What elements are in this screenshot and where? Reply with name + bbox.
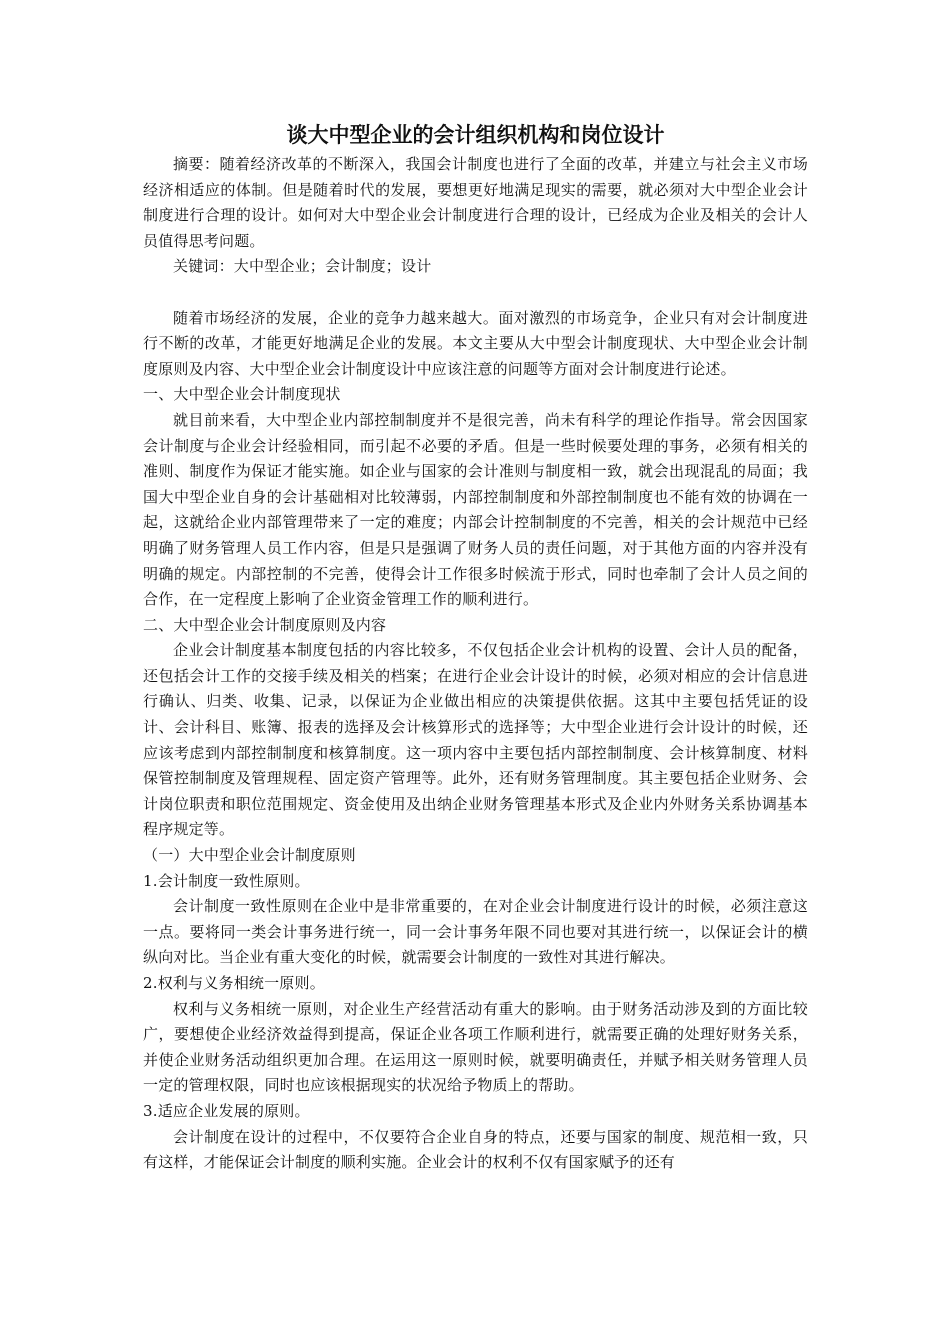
section-2-body: 企业会计制度基本制度包括的内容比较多，不仅包括企业会计机构的设置、会计人员的配备，还包括会计工作的交接手续及相关的档案；在进行企业会计设计的时候，必须对相应的会计信息进行确认、归类、收集、记录，以保证为企业做出相应的决策提供依据。这其中主要包括凭证的设计、会计科目、账簿、报表的选择及会计核算形式的选择等；大中型企业进行会计设计的时候，还应该考虑到内部控制制度和核算制度。这一项内容中主要包括内部控制制度、会计核算制度、材料保管控制制度及管理规程、固定资产管理等。此外，还有财务管理制度。其主要包括企业财务、会计岗位职责和职位范围规定、资金使用及出纳企业财务管理基本形式及企业内外财务关系协调基本程序规定等。 (143, 641, 808, 839)
item-3-heading: 3.适应企业发展的原则。 (143, 1101, 310, 1120)
subsection-1-heading: （一）大中型企业会计制度原则 (143, 846, 356, 865)
item-1-body: 会计制度一致性原则在企业中是非常重要的，在对企业会计制度进行设计的时候，必须注意这一点。要将同一类会计事务进行统一，同一会计事务年限不同也要对其进行统一，以保证会计的横纵向对比。当企业有重大变化的时候，就需要会计制度的一致性对其进行解决。 (143, 897, 808, 967)
intro-paragraph: 随着市场经济的发展，企业的竞争力越来越大。面对激烈的市场竞争，企业只有对会计制度进行不断的改革，才能更好地满足企业的发展。本文主要从大中型会计制度现状、大中型企业会计制度原则及内容、大中型企业会计制度设计中应该注意的问题等方面对会计制度进行论述。 (143, 308, 808, 378)
document-title: 谈大中型企业的会计组织机构和岗位设计 (286, 123, 665, 147)
item-2-heading: 2.权利与义务相统一原则。 (143, 974, 325, 992)
keywords-line: 关键词：大中型企业；会计制度；设计 (173, 257, 432, 276)
document-page (143, 120, 808, 1176)
item-3-body: 会计制度在设计的过程中，不仅要符合企业自身的特点，还要与国家的制度、规范相一致，只有这样，才能保证会计制度的顺利实施。企业会计的权利不仅有国家赋予的还有 (143, 1127, 808, 1172)
item-2-body: 权利与义务相统一原则，对企业生产经营活动有重大的影响。由于财务活动涉及到的方面比较广，要想使企业经济效益得到提高，保证企业各项工作顺利进行，就需要正确的处理好财务关系，并使企业财务活动组织更加合理。在运用这一原则时候，就要明确责任，并赋予相关财务管理人员一定的管理权限，同时也应该根据现实的状况给予物质上的帮助。 (143, 999, 808, 1095)
section-1-heading: 一、大中型企业会计制度现状 (143, 385, 341, 404)
section-1-body: 就目前来看，大中型企业内部控制制度并不是很完善，尚未有科学的理论作指导。常会因国家会计制度与企业会计经验相同，而引起不必要的矛盾。但是一些时候要处理的事务，必须有相关的准则、制度作为保证才能实施。如企业与国家的会计准则与制度相一致，就会出现混乱的局面；我国大中型企业自身的会计基础相对比较薄弱，内部控制制度和外部控制制度也不能有效的协调在一起，这就给企业内部管理带来了一定的难度；内部会计控制制度的不完善，相关的会计规范中已经明确了财务管理人员工作内容，但是只是强调了财务人员的责任问题，对于其他方面的内容并没有明确的规定。内部控制的不完善，使得会计工作很多时候流于形式，同时也牵制了会计人员之间的合作，在一定程度上影响了企业资金管理工作的顺利进行。 (143, 410, 808, 609)
abstract-paragraph: 摘要：随着经济改革的不断深入，我国会计制度也进行了全面的改革，并建立与社会主义市场经济相适应的体制。但是随着时代的发展，要想更好地满足现实的需要，就必须对大中型企业会计制度进行合理的设计。如何对大中型企业会计制度进行合理的设计，已经成为企业及相关的会计人员值得思考问题。 (143, 155, 808, 250)
section-2-heading: 二、大中型企业会计制度原则及内容 (143, 615, 387, 634)
item-1-heading: 1.会计制度一致性原则。 (143, 871, 310, 890)
blank-line (143, 280, 808, 306)
